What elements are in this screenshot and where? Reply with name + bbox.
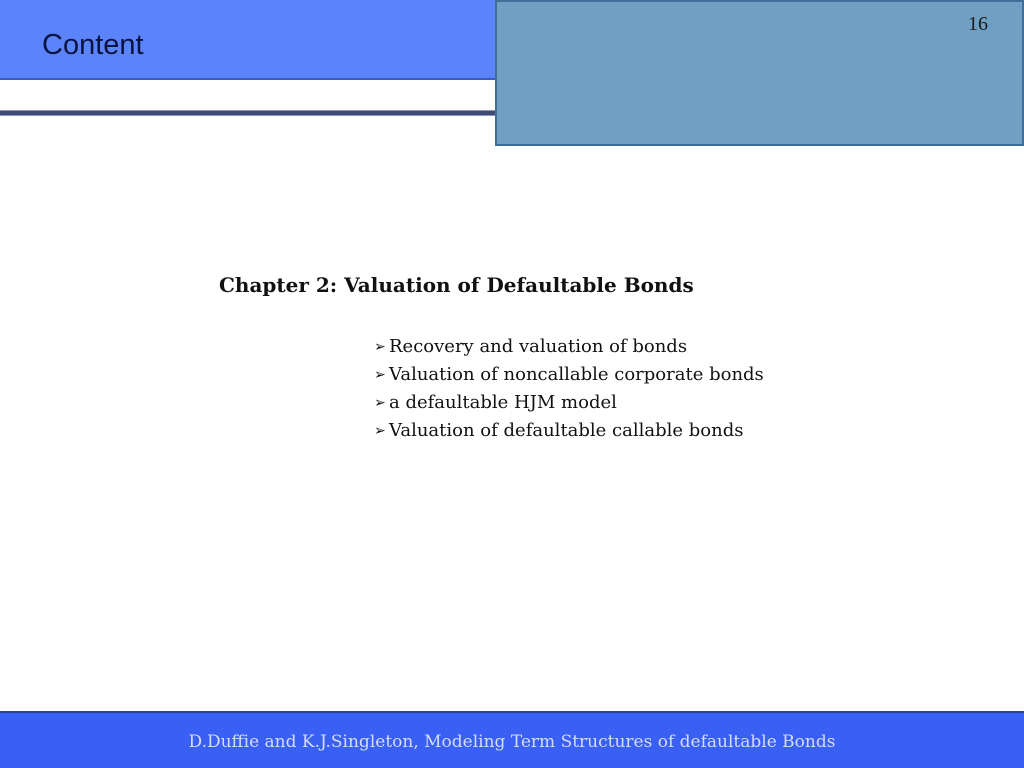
arrow-right-icon: ➢ [374, 395, 386, 411]
list-item-label: Recovery and valuation of bonds [389, 336, 688, 357]
corner-decoration [495, 0, 1024, 146]
arrow-right-icon: ➢ [374, 339, 386, 355]
list-item [374, 361, 764, 389]
chapter-heading: Chapter 2: Valuation of Defaultable Bonds [219, 273, 694, 297]
header-divider [0, 110, 500, 116]
slide-title: Content [42, 29, 144, 61]
list-item-label: Valuation of noncallable corporate bonds [389, 364, 764, 385]
footer-citation: D.Duffie and K.J.Singleton, Modeling Term Structures of defaultable Bonds [188, 732, 836, 752]
title-bar [0, 0, 496, 80]
arrow-right-icon: ➢ [374, 423, 386, 439]
list-item [374, 333, 764, 361]
footer-bar [0, 711, 1024, 768]
list-item [374, 389, 764, 417]
list-item [374, 417, 764, 445]
page-number: 16 [968, 13, 988, 35]
bullet-list [374, 333, 764, 445]
list-item-label: a defaultable HJM model [389, 392, 617, 413]
arrow-right-icon: ➢ [374, 367, 386, 383]
list-item-label: Valuation of defaultable callable bonds [389, 420, 744, 441]
